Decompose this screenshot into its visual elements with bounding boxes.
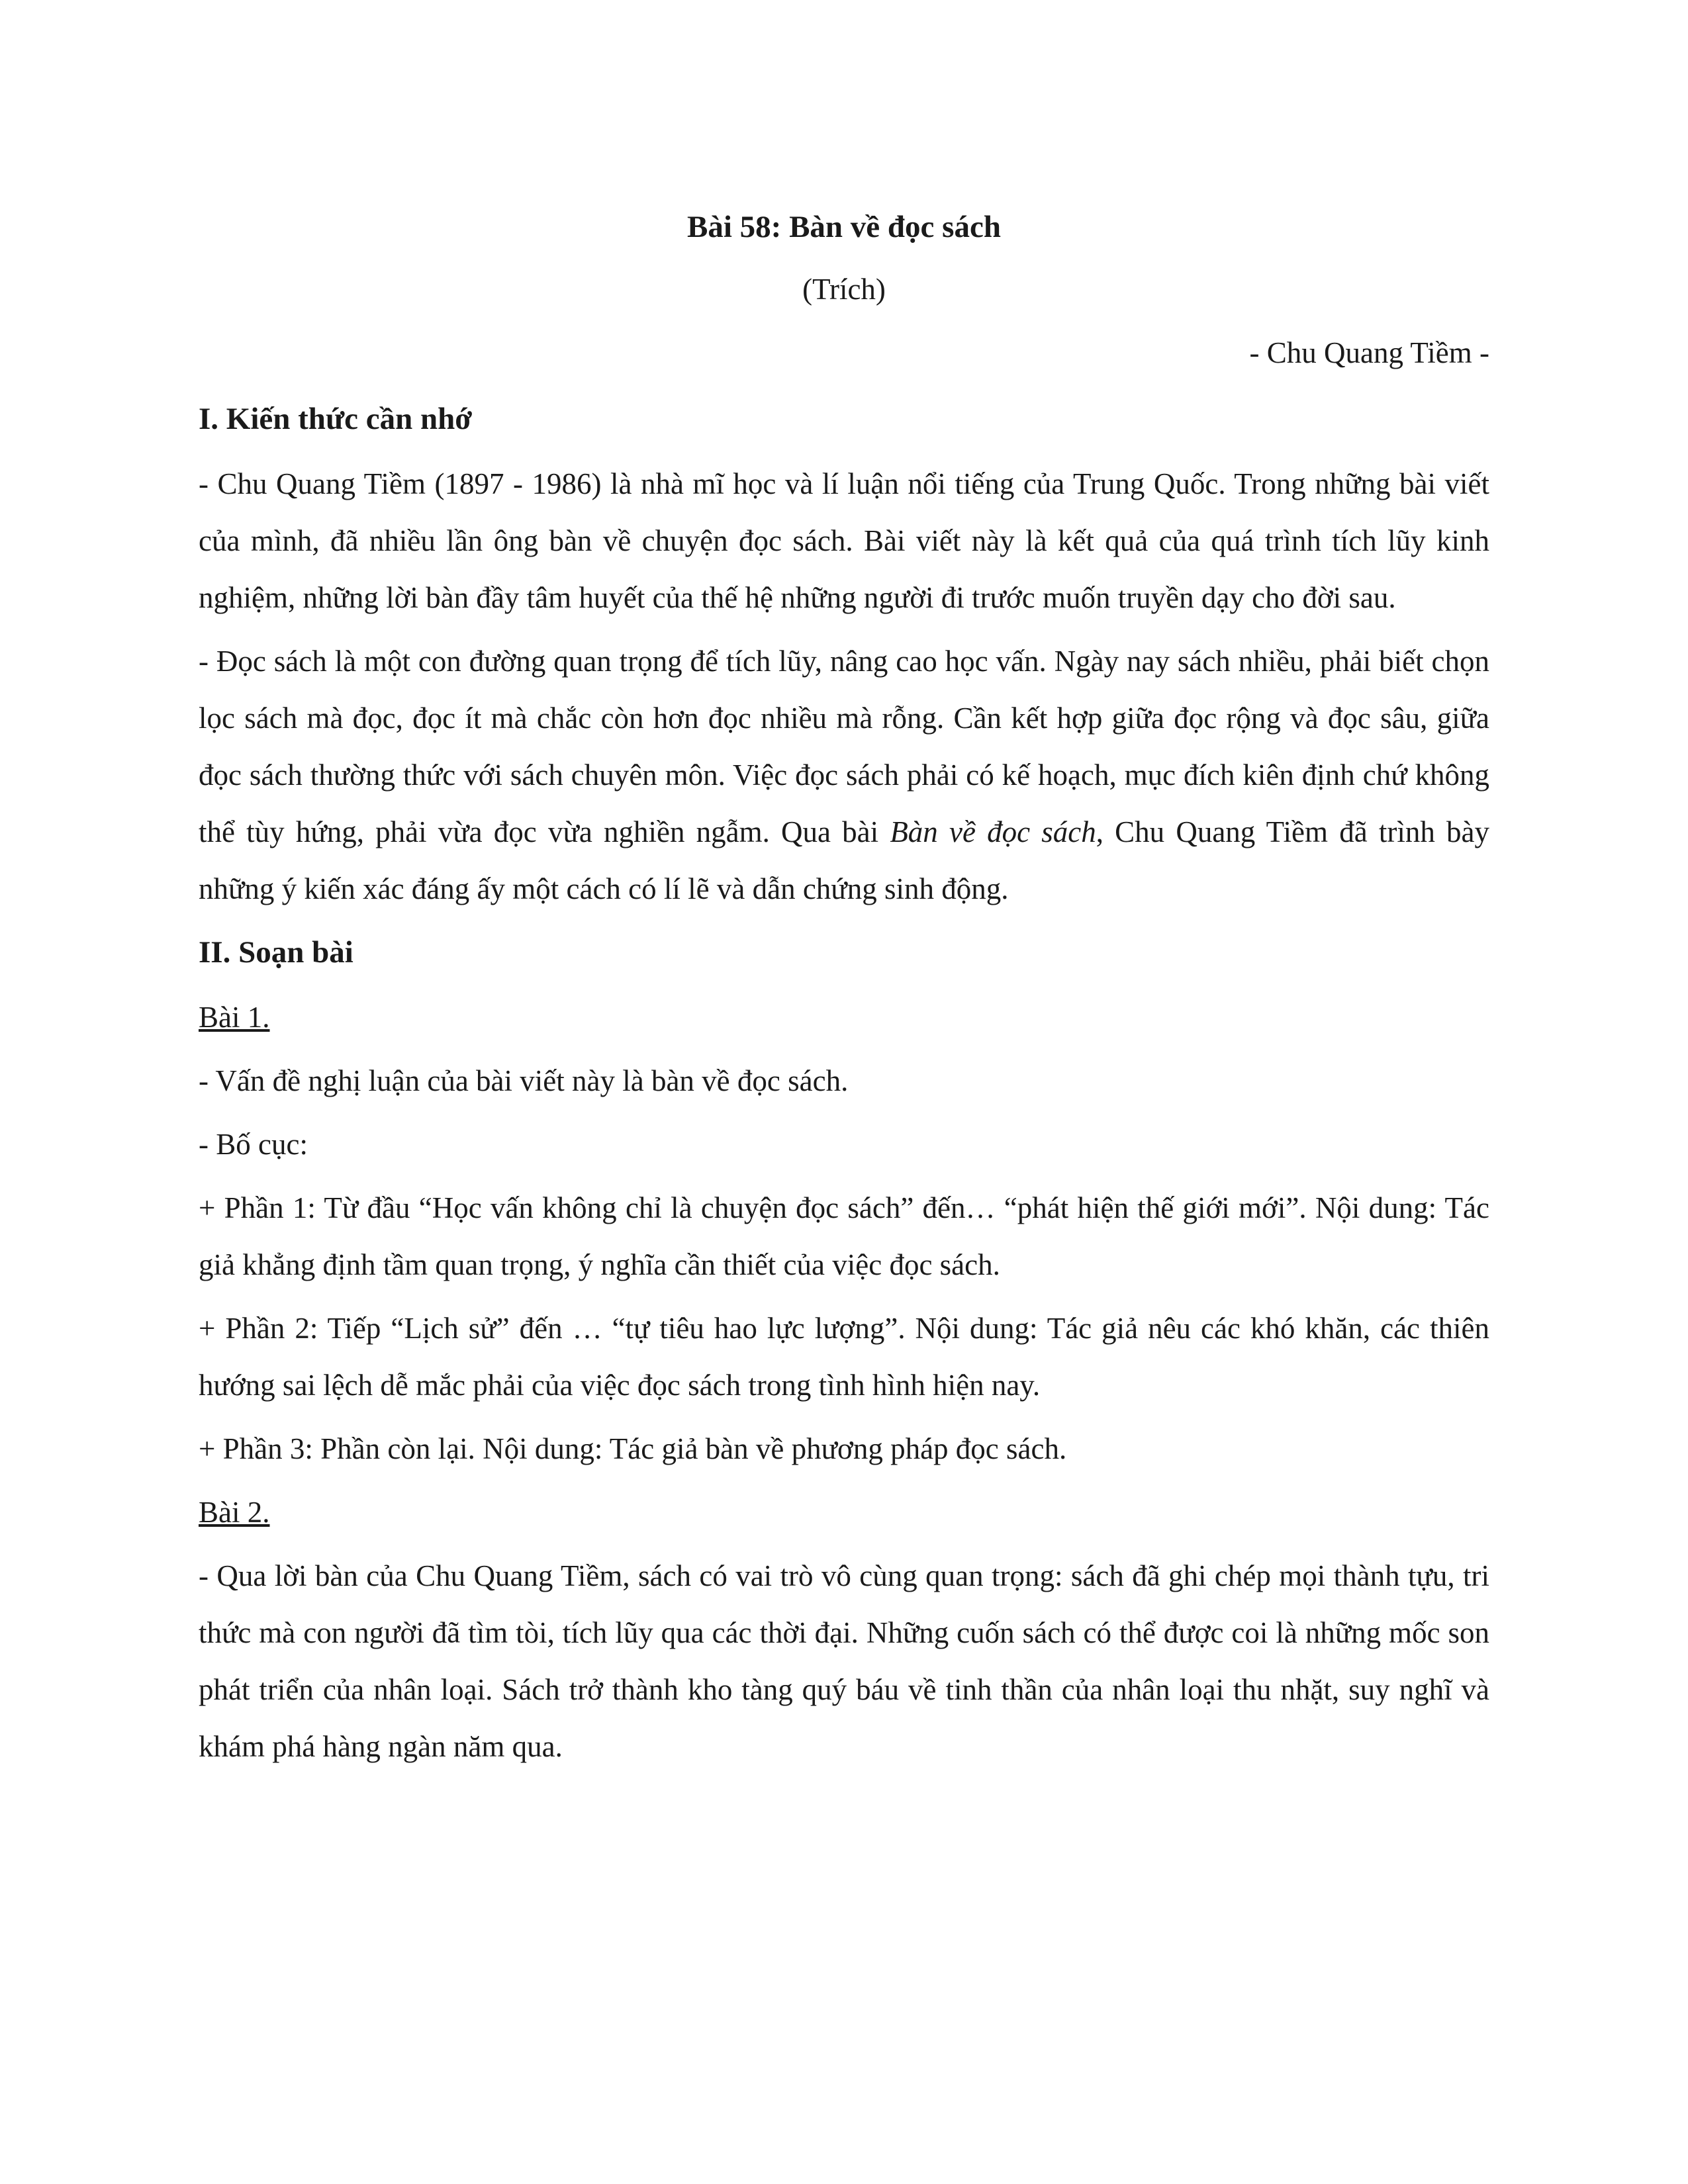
exercise-1-structure-label: - Bố cục: [199, 1128, 308, 1161]
section-heading-exercises: II. Soạn bài [199, 935, 353, 970]
exercise-2-paragraph: - Qua lời bàn của Chu Quang Tiềm, sách có vai trò vô cùng quan trọng: sách đã ghi chép mọi thành tựu, tri thức mà con người đã tìm tòi, tích lũy qua các thời đại. Những cuốn sách có thể được coi là những mốc son phát triển của nhân loại. Sách trở thành kho tàng quý báu về tinh thần của nhân loại thu nhặt, suy nghĩ và khám phá hàng ngàn năm qua. [199, 1559, 1489, 1763]
author-line: - Chu Quang Tiềm - [1249, 336, 1489, 369]
page-subtitle: (Trích) [802, 273, 886, 306]
section-heading-knowledge: I. Kiến thức cần nhớ [199, 402, 473, 436]
exercise-1-part-3: + Phần 3: Phần còn lại. Nội dung: Tác giả bàn về phương pháp đọc sách. [199, 1432, 1067, 1465]
page-title: Bài 58: Bàn về đọc sách [687, 210, 1001, 244]
exercise-2-label: Bài 2. [199, 1496, 270, 1529]
paragraph-author-intro: - Chu Quang Tiềm (1897 - 1986) là nhà mĩ học và lí luận nổi tiếng của Trung Quốc. Trong những bài viết của mình, đã nhiều lần ông bàn về chuyện đọc sách. Bài viết này là kết quả của quá trình tích lũy kinh nghiệm, những lời bàn đầy tâm huyết của thế hệ những người đi trước muốn truyền dạy cho đời sau. [199, 467, 1489, 614]
paragraph-reading-summary-start: - Đọc sách là một con đường quan trọng để tích lũy, nâng cao học vấn. Ngày nay sách nhiều, phải biết chọn lọc sách mà đọc, đọc ít mà chắc còn hơn đọc nhiều mà rỗng. Cần kết hợp giữa đọc rộng và đọc sâu, giữa đọc sách thường thức với sách chuyên môn. Việc đọc sách phải có kế hoạch, mục đích kiên định chứ không thể tùy hứng, phải vừa đọc vừa nghiền ngẫm. Qua bài [199, 645, 1489, 848]
document-body [199, 199, 1489, 1782]
exercise-1-part-2: + Phần 2: Tiếp “Lịch sử” đến … “tự tiêu hao lực lượng”. Nội dung: Tác giả nêu các khó khăn, các thiên hướng sai lệch dễ mắc phải của việc đọc sách trong tình hình hiện nay. [199, 1312, 1489, 1402]
work-title-italic: Bàn về đọc sách [890, 815, 1096, 848]
exercise-1-topic: - Vấn đề nghị luận của bài viết này là bàn về đọc sách. [199, 1064, 849, 1097]
paragraph-reading-summary-end: , Chu Quang Tiềm đã trình bày những ý kiến xác đáng ấy một cách có lí lẽ và dẫn chứng sinh động. [199, 815, 1489, 905]
paragraph-reading-summary [199, 633, 1489, 917]
exercise-1-label: Bài 1. [199, 1001, 270, 1034]
exercise-1-part-1: + Phần 1: Từ đầu “Học vấn không chỉ là chuyện đọc sách” đến… “phát hiện thế giới mới”. Nội dung: Tác giả khẳng định tầm quan trọng, ý nghĩa cần thiết của việc đọc sách. [199, 1191, 1489, 1281]
